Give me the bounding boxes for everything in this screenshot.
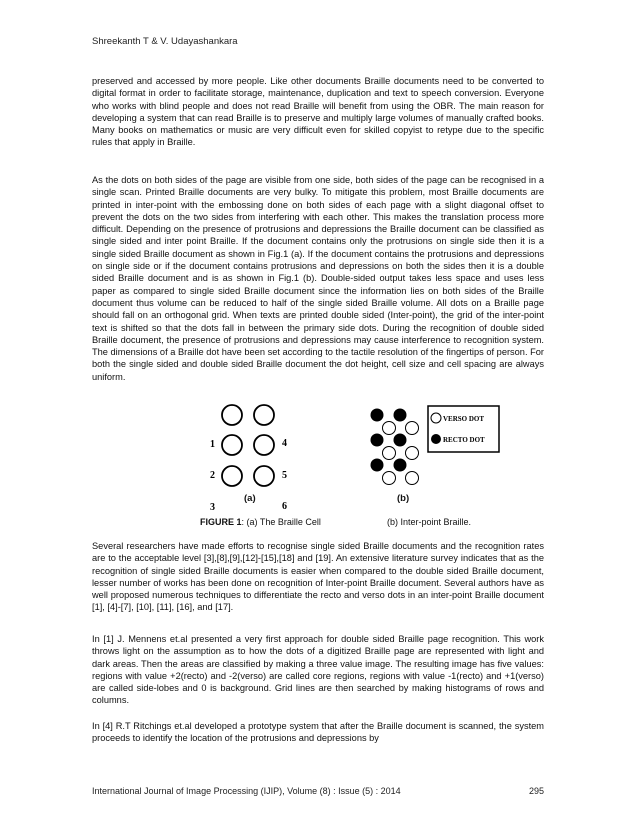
- verso-dot: [406, 422, 419, 435]
- subfigure-label-a: (a): [244, 493, 256, 504]
- page-number: 295: [528, 786, 544, 796]
- recto-dot: [394, 434, 407, 447]
- subfigure-label-b: (b): [397, 493, 410, 504]
- figure-1-graphic: [92, 402, 544, 514]
- verso-dot: [406, 447, 419, 460]
- paragraph-2: As the dots on both sides of the page are visible from one side, both sides of the page can be recognised in a single scan. Printed Braille documents are very bulky. To mitigate this problem, most Braille documents are printed in inter-point with the embossing done on both sides of each page with a slight diagonal offset to prevent the dots on the two sides from interfering with each other. This makes the translation process more difficult. Depending on the presence of protrusions and depressions the Braille document can be classified as single sided and inter point Braille. If the document contains only the protrusions on single side then it is a single sided Braille document as shown in Fig.1 (a). If the document contains the protrusions and depressions on single side or if the document contains protrusions and depressions on both the sides then it is a double sided Braille document and is as shown in Fig.1 (b). Double-sided output takes less space and uses less paper as compared to single sided Braille document since the information lies on both sides of the Braille document thus volume can be reduced to half of the single sided Braille volume. All dots on a Braille page should fall on an orthogonal grid. When texts are printed double sided (Inter-point), the grid of the inter-point text is shifted so that the dots fall in between the primary side dots. During the recognition of double sided Braille document, the presence of protrusions and depressions may cause interference to recognition system. The dimensions of a Braille dot have been set according to the tactile resolution of the fingertips of person. For both the single sided and double sided Braille document the dot height, cell size and cell spacing are always uniform.: [92, 175, 544, 382]
- recto-dot: [371, 409, 384, 422]
- legend-box: [428, 406, 499, 452]
- recto-dot: [371, 459, 384, 472]
- figure-caption-a: [200, 517, 321, 527]
- figure-1: [92, 402, 544, 532]
- braille-dot-4: [254, 405, 274, 425]
- cell-number-5: 5: [282, 470, 287, 481]
- footer: [92, 786, 544, 796]
- verso-dot: [383, 422, 396, 435]
- verso-dot: [383, 472, 396, 485]
- legend-verso-icon: [431, 413, 441, 423]
- figure-caption-prefix: FIGURE 1: [200, 517, 242, 527]
- paragraph-5: In [4] R.T Ritchings et.al developed a prototype system that after the Braille document is scanned, the system proceeds to identify the location of the protrusions and depressions by: [92, 721, 544, 744]
- cell-number-4: 4: [282, 438, 287, 449]
- figure-caption-b: (b) Inter-point Braille.: [387, 517, 472, 527]
- braille-dot-3: [222, 466, 242, 486]
- running-head: Shreekanth T & V. Udayashankara: [92, 36, 238, 47]
- legend-recto-label: RECTO DOT: [443, 436, 485, 444]
- paragraph-3: Several researchers have made efforts to recognise single sided Braille documents and the recognition rates are to the acceptable level [3],[8],[9],[12]-[15],[18] and [19]. An extensive literature survey indicates that as the recognition of single sided Braille documents is easier when compared to the double sided Braille document, lesser number of works has been done on recognition of Inter-point Braille document. Several authors have as well proposed numerous techniques to differentiate the recto and verso dots in an inter-point Braille document [1], [4]-[7], [10], [11], [16], and [17].: [92, 541, 544, 613]
- footer-journal: International Journal of Image Processing (IJIP), Volume (8) : Issue (5) : 2014: [92, 786, 401, 796]
- paragraph-4: In [1] J. Mennens et.al presented a very first approach for double sided Braille page recognition. This work throws light on the assumption as to how the dots of a digitized Braille page are represented with light and dark areas. Then the areas are classified by making a three value image. The resulting image has five values: regions with value +2(recto) and -2(verso) are called core regions, regions with value -1(recto) and +1(verso) are called side-lobes and 0 is background. Grid lines are then searched by making histograms of rows and columns.: [92, 634, 544, 706]
- legend-verso-label: VERSO DOT: [443, 415, 485, 423]
- recto-dot: [371, 434, 384, 447]
- legend-recto-icon: [431, 434, 441, 444]
- braille-dot-2: [222, 435, 242, 455]
- cell-number-1: 1: [210, 439, 215, 450]
- cell-number-6: 6: [282, 501, 287, 512]
- paragraph-1: preserved and accessed by more people. Like other documents Braille documents need to be converted to digital format in order to facilitate storage, maintenance, duplication and text to speech conversion. Everyone who works with blind people and does not read Braille will benefit from using the OBR. The main reason for developing a system that can read Braille is to preserve and multiply large volumes of manually crafted books. Many books on mathematics or music are very difficult even for skilled copyist to retype due to the specific rules that apply in Braille.: [92, 76, 544, 148]
- cell-number-2: 2: [210, 470, 215, 481]
- recto-dot: [394, 459, 407, 472]
- braille-dot-1: [222, 405, 242, 425]
- recto-dot: [394, 409, 407, 422]
- verso-dot: [406, 472, 419, 485]
- braille-dot-6: [254, 466, 274, 486]
- cell-number-3: 3: [210, 502, 215, 513]
- braille-dot-5: [254, 435, 274, 455]
- figure-caption-a-text: : (a) The Braille Cell: [241, 517, 321, 527]
- verso-dot: [383, 447, 396, 460]
